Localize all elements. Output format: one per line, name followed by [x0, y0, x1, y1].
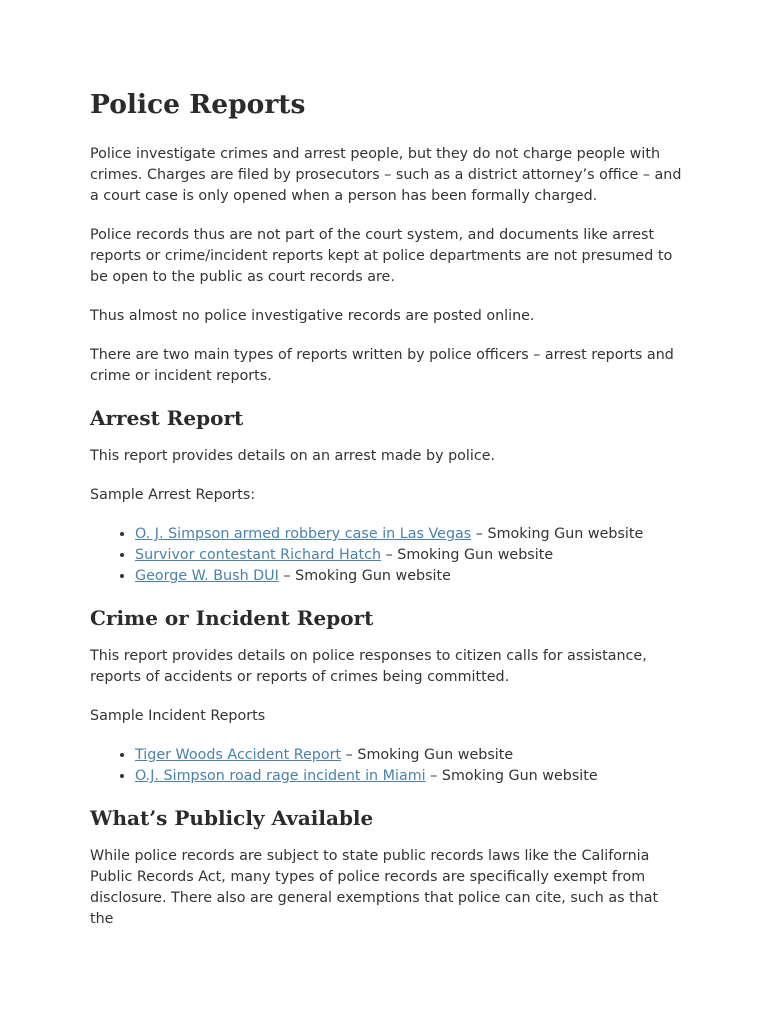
link-source: – Smoking Gun website	[381, 547, 554, 563]
incident-sample-link[interactable]: Tiger Woods Accident Report	[135, 747, 342, 763]
incident-report-description: This report provides details on police responses to citizen calls for assistance, reports of accidents or reports of crimes being committed.	[90, 648, 647, 685]
arrest-sample-list	[90, 524, 682, 587]
document-page	[90, 88, 682, 948]
arrest-report-heading: Arrest Report	[90, 406, 244, 430]
arrest-sample-link[interactable]: O. J. Simpson armed robbery case in Las Vegas	[135, 526, 472, 542]
public-availability-heading: What’s Publicly Available	[90, 806, 374, 830]
intro-paragraph-4: There are two main types of reports written by police officers – arrest reports and crime or incident reports.	[90, 347, 674, 384]
list-item	[135, 545, 682, 566]
arrest-sample-link[interactable]: George W. Bush DUI	[135, 568, 279, 584]
link-source: – Smoking Gun website	[425, 768, 598, 784]
link-source: – Smoking Gun website	[278, 568, 451, 584]
list-item	[135, 524, 682, 545]
list-item	[135, 766, 682, 787]
incident-sample-link[interactable]: O.J. Simpson road rage incident in Miami	[135, 768, 426, 784]
arrest-sample-link[interactable]: Survivor contestant Richard Hatch	[135, 547, 382, 563]
link-source: – Smoking Gun website	[341, 747, 514, 763]
intro-paragraph-1: Police investigate crimes and arrest people, but they do not charge people with crimes. Charges are filed by prosecutors – such as a district attorney’s office – and a court case is only opened when a person has been formally charged.	[90, 146, 682, 204]
incident-report-heading: Crime or Incident Report	[90, 606, 374, 630]
public-availability-description: While police records are subject to state public records laws like the California Public Records Act, many types of police records are specifically exempt from disclosure. There also are general exemptions that police can cite, such as that the	[90, 848, 659, 927]
arrest-sample-label: Sample Arrest Reports:	[90, 487, 256, 503]
incident-sample-label: Sample Incident Reports	[90, 708, 266, 724]
arrest-report-description: This report provides details on an arrest made by police.	[90, 448, 496, 464]
list-item	[135, 566, 682, 587]
page-title: Police Reports	[90, 89, 306, 120]
incident-sample-list	[90, 745, 682, 787]
link-source: – Smoking Gun website	[471, 526, 644, 542]
intro-paragraph-3: Thus almost no police investigative records are posted online.	[90, 308, 535, 324]
list-item	[135, 745, 682, 766]
intro-paragraph-2: Police records thus are not part of the court system, and documents like arrest reports or crime/incident reports kept at police departments are not presumed to be open to the public as court records are.	[90, 227, 673, 285]
